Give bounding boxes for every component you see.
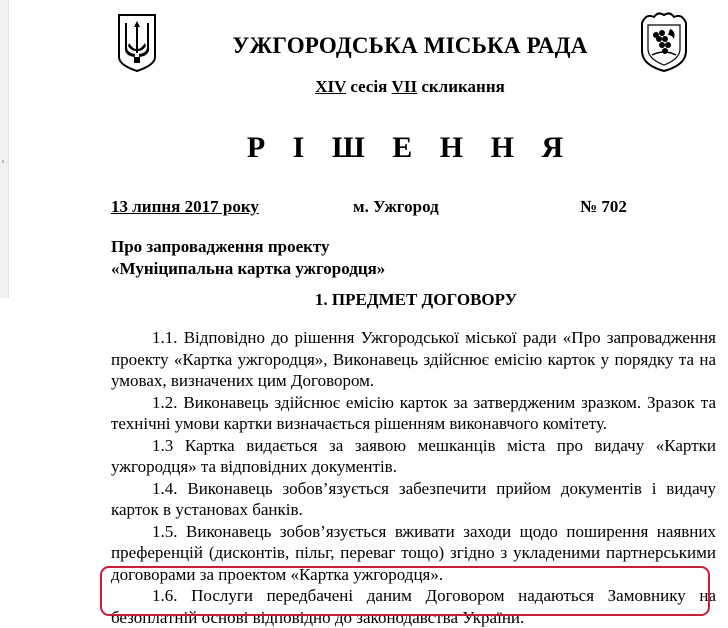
decision-city: м. Ужгород: [353, 197, 439, 216]
section-heading: 1. ПРЕДМЕТ ДОГОВОРУ: [314, 290, 518, 309]
session-number: XIV: [315, 77, 347, 96]
left-scroll-strip: [0, 0, 9, 298]
trident-emblem-icon: [117, 13, 157, 73]
decision-number: № 702: [580, 197, 627, 216]
clause-1-2: 1.2. Виконавець здійснює емісію карток за затвердженим зразком. Зразок та технічні умови картки визначається рішенням виконавчого комітету.: [111, 392, 716, 433]
clause-1-3: 1.3 Картка видається за заявою мешканців міста про видачу «Картки ужгородця» та відповідних документів.: [111, 435, 716, 476]
clause-1-5: 1.5. Виконавець зобов’язується вживати заходи щодо поширення наявних преференцій (дисконтів, пільг, переваг тощо) згідно з укладеними партнерськими договорами за проектом «Картка ужгородця».: [111, 521, 716, 584]
convocation-label: скликання: [421, 77, 505, 96]
subject-line-2: «Муніципальна картка ужгородця»: [111, 259, 386, 278]
expand-arrow-icon[interactable]: ›: [1, 157, 5, 167]
council-title: УЖГОРОДСЬКА МІСЬКА РАДА: [232, 33, 588, 58]
decision-subject: [111, 236, 385, 280]
city-coat-of-arms-icon: [638, 11, 690, 73]
clause-1-4: 1.4. Виконавець зобов’язується забезпечити прийом документів і видачу карток в установах банків.: [111, 478, 716, 519]
session-label: сесія: [350, 77, 388, 96]
clause-highlight-box: [100, 566, 710, 616]
decision-date: 13 липня 2017 року: [111, 197, 259, 216]
subject-line-1: Про запровадження проекту: [111, 237, 330, 256]
decision-title: Р І Ш Е Н Н Я: [246, 131, 574, 164]
clause-1-1: 1.1. Відповідно до рішення Ужгородської міської ради «Про запровадження проекту «Картка ужгородця», Виконавець здійснює емісію карток у порядку та на умовах, визначених цим Договором.: [111, 328, 716, 390]
convocation-number: VII: [391, 77, 418, 96]
clause-1-6: 1.6. Послуги передбачені даним Договором надаються Замовнику на безоплатній основі відповідно до законодавства України.: [111, 586, 716, 627]
session-line: [250, 77, 570, 97]
